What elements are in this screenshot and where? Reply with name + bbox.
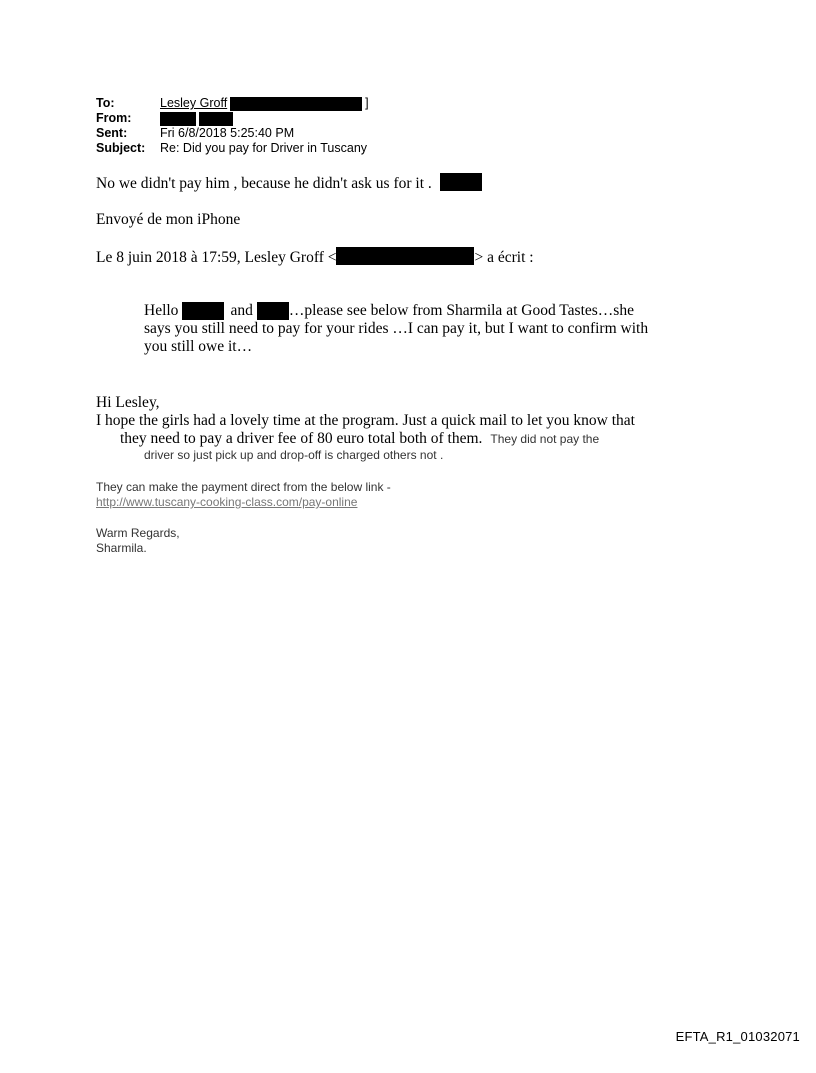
message-line: driver so just pick up and drop-off is charged others not . — [144, 448, 444, 462]
reply-text: No we didn't pay him , because he didn't ask us for it . — [96, 175, 432, 192]
sent-value: Fri 6/8/2018 5:25:40 PM — [160, 126, 295, 140]
redaction-box — [230, 97, 362, 111]
quote-attribution-post: > a écrit : — [474, 249, 534, 266]
payment-block — [96, 480, 391, 510]
quoted-and: and — [230, 302, 253, 319]
sender-name: Sharmila. — [96, 541, 147, 555]
redaction-box — [182, 302, 224, 320]
redaction-box — [160, 112, 196, 126]
from-label: From: — [96, 111, 132, 125]
quoted-line: you still owe it… — [144, 338, 253, 355]
document-id: EFTA_R1_01032071 — [675, 1029, 800, 1044]
subject-row — [96, 141, 369, 156]
quoted-line: says you still need to pay for your rides …I can pay it, but I want to confirm with — [144, 320, 649, 337]
payment-link[interactable]: http://www.tuscany-cooking-class.com/pay-online — [96, 495, 358, 509]
payment-text: They can make the payment direct from the below link - — [96, 480, 391, 494]
reply-line — [96, 173, 482, 193]
to-label: To: — [96, 96, 115, 110]
message-line-serif: they need to pay a driver fee of 80 euro total both of them. — [120, 430, 483, 447]
device-signature: Envoyé de mon iPhone — [96, 211, 241, 228]
quote-attribution — [96, 247, 534, 267]
quoted-hello: Hello — [144, 302, 179, 319]
message-line: I hope the girls had a lovely time at the program. Just a quick mail to let you know that — [96, 412, 635, 429]
message-line-sans: They did not pay the — [490, 432, 600, 446]
greeting: Hi Lesley, — [96, 394, 160, 411]
redaction-box — [440, 173, 482, 191]
sign-off — [96, 526, 180, 556]
to-bracket: ] — [365, 96, 369, 110]
forwarded-message — [96, 394, 716, 463]
to-row — [96, 96, 369, 111]
subject-label: Subject: — [96, 141, 146, 155]
redaction-box — [336, 247, 474, 265]
sent-label: Sent: — [96, 126, 128, 140]
quoted-message — [144, 302, 684, 356]
redaction-box — [199, 112, 233, 126]
quoted-line — [144, 302, 684, 320]
subject-value: Re: Did you pay for Driver in Tuscany — [160, 141, 368, 155]
from-row — [96, 111, 369, 126]
closing: Warm Regards, — [96, 526, 180, 540]
quote-attribution-pre: Le 8 juin 2018 à 17:59, Lesley Groff < — [96, 249, 337, 266]
redaction-box — [257, 302, 289, 320]
quoted-line1-rest: …please see below from Sharmila at Good Tastes…she — [288, 302, 634, 319]
sent-row — [96, 126, 369, 141]
email-header — [96, 96, 369, 156]
to-value[interactable]: Lesley Groff — [160, 96, 228, 110]
